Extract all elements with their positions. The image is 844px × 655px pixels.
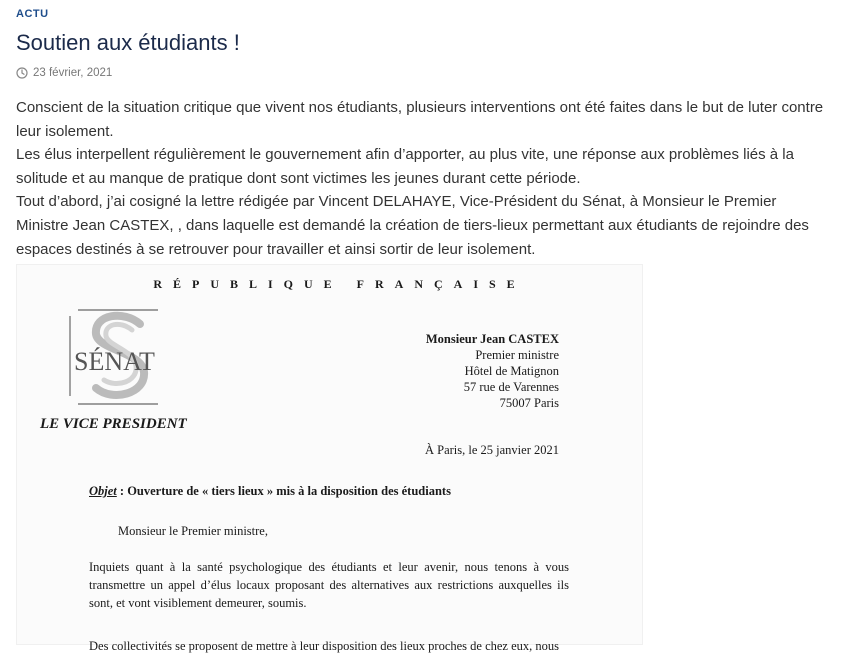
letter-header: RÉPUBLIQUE FRANÇAISE xyxy=(153,277,526,291)
subject-label: Objet xyxy=(89,484,117,498)
article-paragraph: Tout d’abord, j’ai cosigné la lettre rédigée par Vincent DELAHAYE, Vice-Président du Sénat, à Monsieur le Premier Ministre Jean CASTEX, , dans laquelle est demandé la création de tiers-lieux permettant aux étudiants de rejoindre des espaces destinés à se retrouver pour travailler et ainsi sortir de leur isolement. xyxy=(16,193,809,258)
letter-paragraph: Inquiets quant à la santé psychologique des étudiants et leur avenir, nous tenons à vous transmettre un appel d’élus locaux proposant des alternatives aux restrictions auxquelles ils sont, et vont visiblement demeurer, soumis. xyxy=(89,560,569,610)
letter-date: À Paris, le 25 janvier 2021 xyxy=(424,443,559,457)
recipient-place: Hôtel de Matignon xyxy=(464,364,559,378)
recipient-street: 57 rue de Varennes xyxy=(463,380,559,394)
article-date: 23 février, 2021 xyxy=(33,67,113,79)
senat-logo xyxy=(66,306,176,415)
article-paragraph: Conscient de la situation critique que vivent nos étudiants, plusieurs interventions ont été faites dans le but de luter contre leur isolement. xyxy=(16,99,824,140)
letter-image xyxy=(16,264,643,653)
recipient-name: Monsieur Jean CASTEX xyxy=(425,332,559,346)
sender-title: LE VICE PRESIDENT xyxy=(40,416,187,432)
letter-salutation: Monsieur le Premier ministre, xyxy=(118,524,268,538)
letter-paragraph-partial: Des collectivités se proposent de mettre à leur disposition des lieux proches de chez eux, nous xyxy=(89,639,560,653)
recipient-role: Premier ministre xyxy=(475,348,559,362)
article-meta xyxy=(16,67,112,79)
article-title: Soutien aux étudiants ! xyxy=(16,30,240,55)
recipient-block xyxy=(426,331,559,411)
recipient-city: 75007 Paris xyxy=(499,396,559,410)
clock-icon xyxy=(16,67,28,79)
category-link[interactable]: ACTU xyxy=(16,8,49,20)
letter-subject xyxy=(89,484,451,499)
article-paragraph: Les élus interpellent régulièrement le gouvernement afin d’apporter, au plus vite, une réponse aux problèmes liés à la solitude et au manque de pratique dont sont victimes les jeunes durant cette période. xyxy=(16,146,794,187)
senat-logo-text: SÉNAT xyxy=(74,347,155,376)
article-body xyxy=(16,96,826,261)
subject-text: : Ouverture de « tiers lieux » mis à la disposition des étudiants xyxy=(116,484,451,498)
